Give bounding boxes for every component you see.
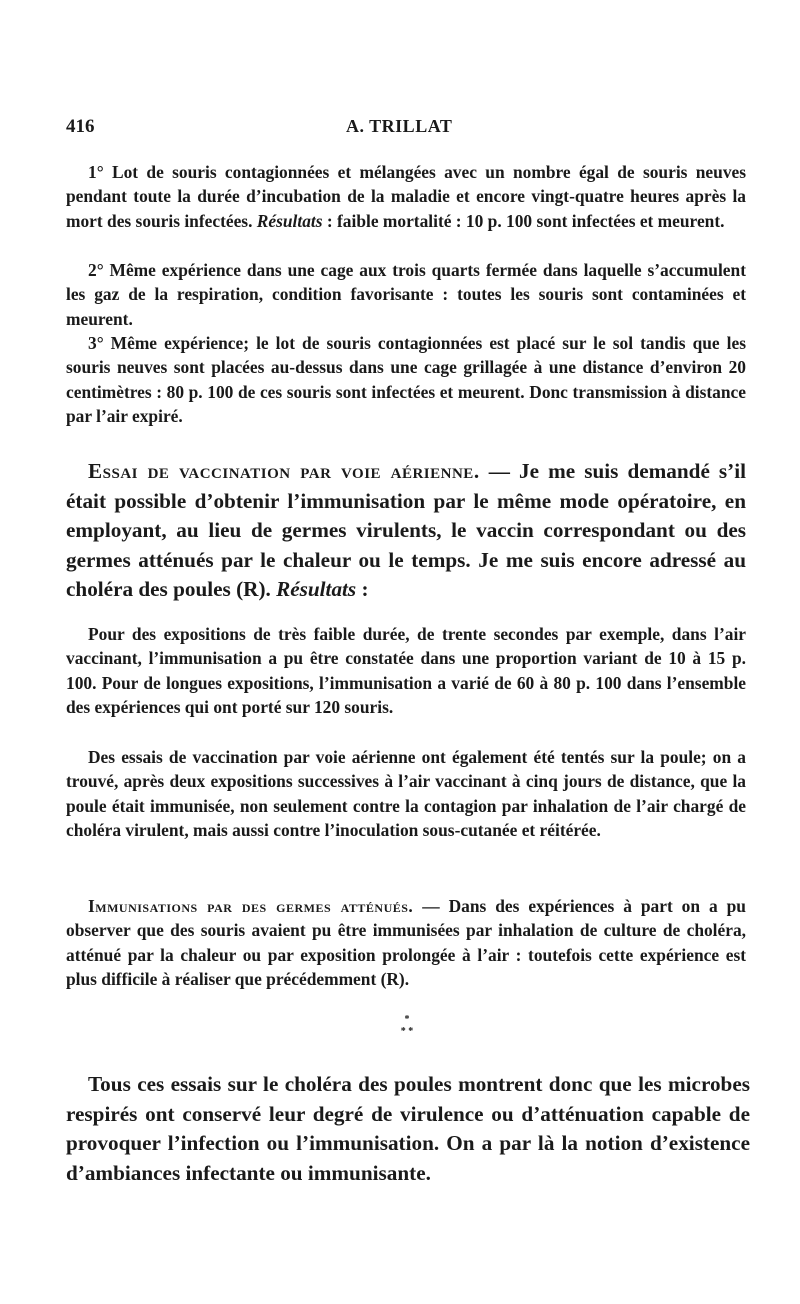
running-head: A. TRILLAT — [346, 116, 453, 136]
paragraph-text: : faible mortalité : 10 p. 100 sont infectées et meurent. — [322, 210, 725, 231]
paragraph-text: — Je me suis demandé s’il était possible d’obtenir l’immunisation par le même mode opératoire, en employant, au lieu de germes virulents, le vaccin correspondant ou des germes atténués par le chaleur ou le temps. Je me suis encore adressé au choléra des poules (R). — [66, 459, 747, 601]
page-header — [66, 116, 746, 140]
paragraph-lot-2: 2° Même expérience dans une cage aux trois quarts fermée dans laquelle s’accumulent les gaz de la respiration, condition favorisante : toutes les souris sont contaminées et meurent. — [66, 260, 746, 329]
paragraph-text: 1° Lot de souris contagionnées et mélangées avec un nombre égal de souris neuves pendant toute la durée d’incubation de la maladie et encore vingt-quatre heures après la mort des souris infectées. — [66, 162, 746, 231]
results-label: Résultats — [276, 577, 357, 601]
section-heading: Immunisations par des germes atténués. — [88, 896, 414, 916]
results-label: Résultats — [256, 210, 323, 231]
paragraph-text: — Dans des expériences à part on a pu observer que des souris avaient pu être immunisées par inhalation de culture de choléra, atténué par la chaleur ou par exposition prolongée à l’air : toutefois cette expérience est plus difficile à réaliser que précédemment (R). — [66, 896, 746, 990]
asterism-separator — [392, 1014, 422, 1046]
paragraph-text: : — [356, 577, 369, 601]
paragraph-lot-1 — [66, 160, 746, 233]
paragraph-exposure-results: Pour des expositions de très faible durée, de trente secondes par exemple, dans l’air vaccinant, l’immunisation a pu être constatée dans une proportion variant de 10 à 15 p. 100. Pour de longues expositions, l’immunisation a varié de 60 à 80 p. 100 dans l’ensemble des expériences qui ont porté sur 120 souris. — [66, 624, 746, 718]
paragraph-poultry-trials: Des essais de vaccination par voie aérienne ont également été tentés sur la poule; on a trouvé, après deux expositions successives à l’air vaccinant à cinq jours de distance, que la poule était immunisée, non seulement contre la contagion par inhalation de l’air chargé de choléra virulent, mais aussi contre l’inoculation sous-cutanée et réitérée. — [66, 747, 746, 841]
paragraph-vaccination-essay — [66, 457, 746, 605]
section-heading: Essai de vaccination par voie aérienne. — [88, 459, 480, 483]
paragraph-attenuated-germs — [66, 894, 746, 992]
paragraph-lot-3: 3° Même expérience; le lot de souris contagionnées est placé sur le sol tandis que les souris neuves sont placées au-dessus dans une cage grillagée à une distance d’environ 20 centimètres : 80 p. 100 de ces souris sont infectées et meurent. Donc transmission à distance par l’air expiré. — [66, 333, 746, 427]
asterism-bottom: * * — [400, 1026, 414, 1037]
page-number: 416 — [66, 116, 95, 137]
asterism-top: * — [404, 1014, 410, 1025]
paragraph-conclusion: Tous ces essais sur le choléra des poules montrent donc que les microbes respirés ont conservé leur degré de virulence ou d’atténuation capable de provoquer l’infection ou l’immunisation. On a par là la notion d’existence d’ambiances infectante ou immunisante. — [66, 1072, 750, 1185]
